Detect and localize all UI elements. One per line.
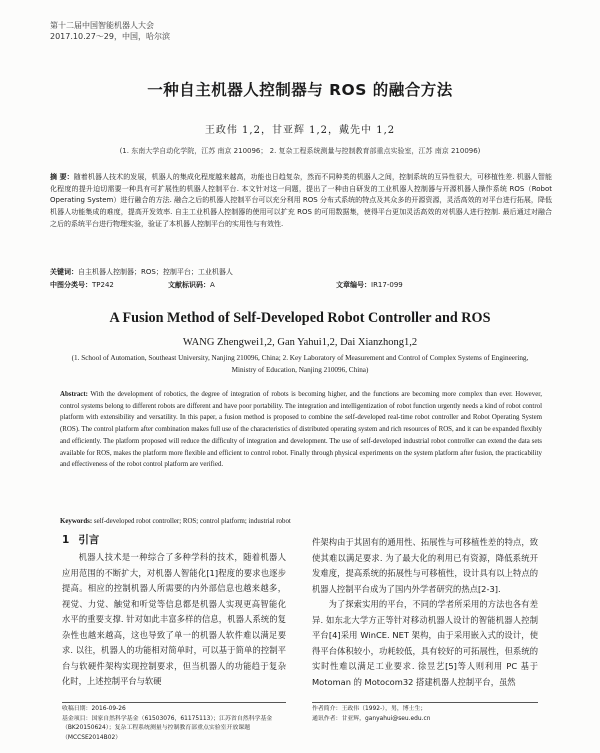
- section-heading-introduction: [62, 532, 108, 547]
- classification-row: [50, 280, 403, 290]
- abstract-chinese: [50, 172, 552, 231]
- body-left-column: [62, 550, 286, 690]
- body-right-column: [312, 535, 538, 690]
- footnote-rule: [62, 702, 286, 703]
- abstract-chinese-text: 随着机器人技术的发展，机器人的集成化程度越来越高，功能也日趋复杂，然而不同种类的机器人之间，控制系统的互异性很大，可移植性差. 机器人智能化程度的提升迫切需要一种具有可扩展性的机器人控制平台. 本文针对这一问题，提出了一种由自研发的工业机器人控制器与开源机器人操作系统 ROS（Robot Operating System）进行融合的方法. 融合之后的机器人控制平台可以充分利用 ROS 分布式系统的特点及其众多的开源资源，灵活高效的对平台进行拓展，降低机器人功能集成的难度，提高开发效率. 自主工业机器人控制器的使用可以扩充 ROS 的可用数据集，使得平台更加灵活高效的对机器人进行控制. 最后通过对融合之后的系统平台进行物理实验，验证了本机器人控制平台的实用性与有效性.: [50, 173, 553, 228]
- article-number: 文章编号：IR17-099: [336, 281, 403, 289]
- affiliation-chinese: (1. 东南大学自动化学院，江苏 南京 210096； 2. 复杂工程系统测量与控制教育部重点实验室，江苏 南京 210096): [119, 147, 481, 155]
- received-date: 收稿日期：2016-09-26: [62, 706, 126, 712]
- corresponding-author: 通讯作者：甘亚辉，ganyahui@seu.edu.cn: [312, 715, 431, 722]
- abstract-chinese-label: 摘 要：: [50, 173, 74, 181]
- body-paragraph: 件架构由于其固有的通用性、拓展性与可移植性差的特点，致使其难以满足要求. 为了最大化的利用已有资源，降低系统开发难度，提高系统的拓展性与可移植性，设计具有以上特点的机器人控制平台成为了国内外学者研究的热点[2-3].: [312, 537, 538, 594]
- body-paragraph: 为了探索实用的平台，不同的学者所采用的方法也各有差异. 如东北大学方正等针对移动机器人设计的智能机器人控制平台[4]采用 WinCE. NET 架构，由于采用嵌入式的设计，使得平台体积较小，功耗较低，具有较好的可拓展性，但系统的实时性难以满足工业要求. 徐昱艺[5]等人则利用 PC 基于 Motoman 的 Motocom32 搭建机器人控制平台，虽然: [312, 599, 538, 687]
- document-code: 文献标识码：A: [168, 281, 215, 289]
- body-paragraph: 机器人技术是一种综合了多种学科的技术，随着机器人应用范围的不断扩大，对机器人智能化[1]程度的要求也逐步提高。相应的控制机器人所需要的内外部信息也越来越多，视觉、力觉、触觉和听觉等信息都是机器人实现更高智能化水平的重要支撑. 针对如此丰富多样的信息，机器人系统的复杂性也越来越高，这也导致了单一的机器人软件难以满足要求. 以往，机器人的功能相对简单时，可以基于简单的控制平台与软硬件架构实现控制要求，但当机器人的功能趋于复杂化时，上述控制平台与软硬: [62, 552, 286, 686]
- affiliation-english: (1. School of Automation, Southeast University, Nanjing 210096, China; 2. Key Laboratory of Measurement and Control of Complex Systems of Engineering, Ministry of Education, Nanjing 210096, China): [71, 354, 529, 374]
- abstract-english-label: Abstract:: [60, 391, 88, 398]
- abstract-english: [60, 389, 542, 471]
- keywords-english-label: Keywords:: [60, 518, 93, 525]
- keywords-chinese: [50, 267, 552, 277]
- footnote-left: [62, 705, 286, 743]
- keywords-chinese-text: 自主机器人控制器；ROS；控制平台；工业机器人: [78, 268, 233, 276]
- section-number: 1: [62, 534, 70, 546]
- footnote-rule: [312, 702, 538, 703]
- conference-name: 第十二届中国智能机器人大会: [50, 21, 154, 30]
- conference-date-place: 2017.10.27～29，中国，哈尔滨: [50, 32, 170, 41]
- title-english: A Fusion Method of Self-Developed Robot Controller and ROS: [109, 310, 491, 326]
- title-chinese: 一种自主机器人控制器与 ROS 的融合方法: [147, 81, 453, 99]
- footnote-right: [312, 705, 538, 724]
- keywords-english: [60, 518, 542, 525]
- authors-chinese: 王政伟 1,2，甘亚辉 1,2，戴先中 1,2: [204, 125, 396, 136]
- authors-english: WANG Zhengwei1,2, Gan Yahui1,2, Dai Xianzhong1,2: [182, 337, 418, 348]
- clc-number: 中图分类号：TP242: [50, 281, 114, 289]
- running-header: [50, 20, 170, 42]
- abstract-english-text: With the development of robotics, the degree of integration of robots is becoming higher, and the functions are becoming more complex than ever. However, control systems belong to different robots are different and have poor portability. The integration and intelligentization of robot function urgently needs a kind of robot control platform with extensibility and versatility. In this paper, a fusion method is proposed to combine the self-developed real-time robot controller and Robot Operating System (ROS). The control platform after combination makes full use of the characteristics of distributed operating system and rich resources of ROS, and it can be expanded flexibly and efficiently. The platform proposed will reduce the difficulty of integration and development. The use of self-developed industrial robot controller can extend the data sets available for ROS, makes the platform more flexible and efficient to control robot. Finally through physical experiments on the system platform after fusion, the practicability and effectiveness of the robot control platform are verified.: [60, 391, 542, 469]
- keywords-chinese-label: 关键词：: [50, 268, 78, 276]
- fund-info: 基金项目：国家自然科学基金（61503076，61175113）；江苏省自然科学基金（BK20150624）；复杂工程系统测量与控制教育部重点实验室开放课题（MCCSE2014B02）: [62, 715, 273, 741]
- keywords-english-text: self-developed robot controller; ROS; control platform; industrial robot: [93, 518, 291, 525]
- author-bio: 作者简介：王政伟（1992-），男，博士生；: [312, 706, 427, 712]
- section-title: 引言: [78, 534, 100, 546]
